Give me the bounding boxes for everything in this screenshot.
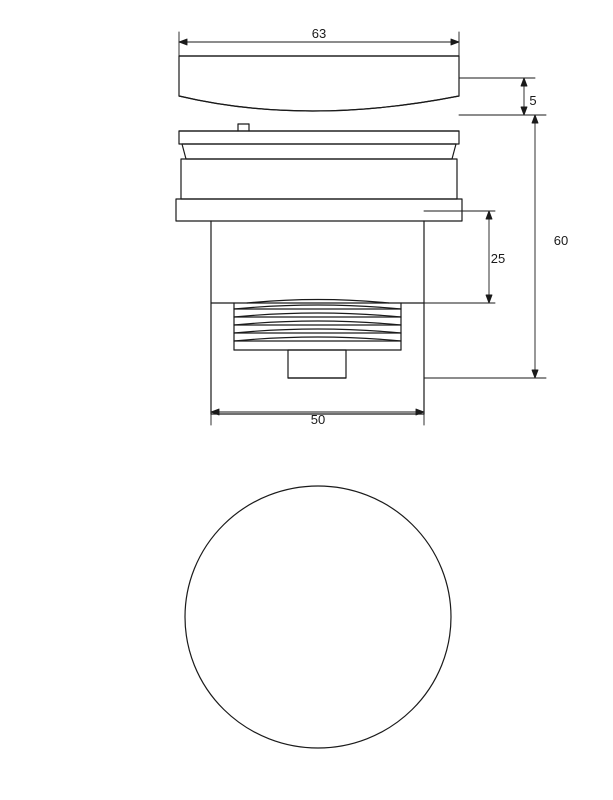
- dim-label-overall-height: 60: [553, 233, 569, 248]
- outlet-spigot: [288, 350, 346, 378]
- dimension-labels: [311, 26, 568, 427]
- dim-label-body-diameter: 50: [310, 412, 326, 427]
- dim-label-thread-length: 25: [490, 251, 506, 266]
- elevation-view: [176, 56, 462, 414]
- dim-cap-height-line: [459, 78, 535, 115]
- dim-thread-length-line: [424, 211, 495, 303]
- body-upper: [176, 159, 462, 221]
- cap-outline: [179, 56, 459, 111]
- plan-view: [185, 486, 451, 748]
- threaded-section: [211, 300, 424, 351]
- dim-label-cap-diameter: 63: [311, 26, 327, 41]
- dim-overall-height-line: [424, 115, 546, 378]
- dim-label-cap-height: 5: [529, 93, 537, 108]
- dimension-lines: [179, 32, 546, 425]
- flange-outline: [179, 124, 459, 159]
